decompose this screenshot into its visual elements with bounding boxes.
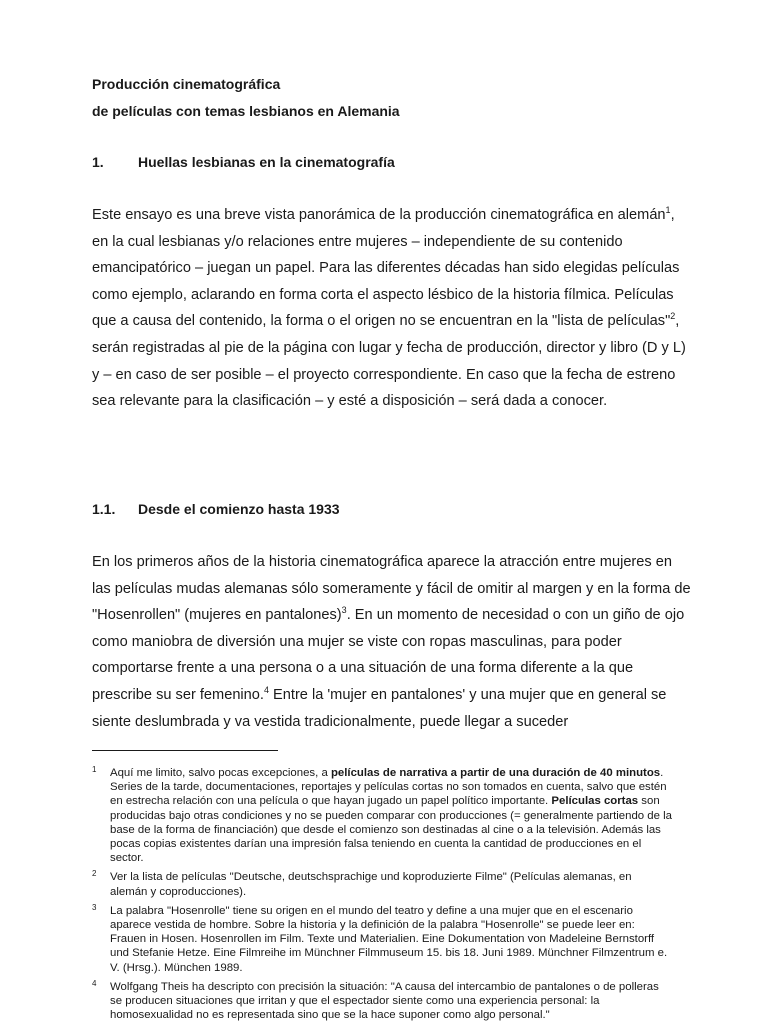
footnote-text: son producidas bajo otras condiciones y no se pueden comparar con producciones (= generalmente partiendo de la base de la forma de financiación) que desde el comienzo son destinadas al cine o a la televisión. Además las pocas copias existentes darían una impresión falsa teniendo en cuenta la cantidad de producciones en el sector. xyxy=(110,795,672,865)
section-number: 1.1. xyxy=(92,501,116,517)
footnote-ref-4[interactable]: 4 xyxy=(263,685,269,696)
footnote-ref-2[interactable]: 2 xyxy=(670,311,676,322)
paragraph-2 xyxy=(92,549,692,735)
section-number: 1. xyxy=(92,154,104,170)
title-line-2: de películas con temas lesbianos en Alemania xyxy=(92,103,400,119)
footnote-text: Aquí me limito, salvo pocas excepciones, a xyxy=(110,767,331,779)
footnote-mark: 1 xyxy=(92,765,97,774)
footnote-mark: 4 xyxy=(92,978,97,988)
paragraph-1 xyxy=(92,202,692,415)
paragraph-text: , serán registradas al pie de la página con lugar y fecha de producción, director y libro (D y L) y – en caso de ser posible – el proyecto correspondiente. En caso que la fecha de estreno sea relevante para la clasificación – y esté a disposición – será dada a conocer. xyxy=(92,313,686,410)
section-title: Desde el comienzo hasta 1933 xyxy=(138,501,340,517)
footnote-2 xyxy=(92,870,672,898)
footnote-ref-1[interactable]: 1 xyxy=(665,205,671,216)
paragraph-text: Este ensayo es una breve vista panorámica de la producción cinematográfica en alemán xyxy=(92,207,666,223)
paragraph-text: Entre la 'mujer en pantalones' y una mujer que en general se siente deslumbrada y va vestida tradicionalmente, puede llegar a suceder xyxy=(92,686,667,730)
footnote-1 xyxy=(92,766,672,865)
paragraph-text: , en la cual lesbianas y/o relaciones entre mujeres – independiente de su contenido emancipatórico – juegan un papel. Para las diferentes décadas han sido elegidas películas como ejemplo, aclarando en forma corta el aspecto lésbico de la historia fílmica. Películas que a causa del contenido, la forma o el origen no se encuentran en la "lista de películas" xyxy=(92,207,680,330)
paragraph-text: En los primeros años de la historia cinematográfica aparece la atracción entre mujeres en las películas mudas alemanas sólo someramente y fácil de omitir al margen y en la forma de "Hosenrollen" (mujeres en pantalones) xyxy=(92,554,691,624)
footnote-text: La palabra "Hosenrolle" tiene su origen en el mundo del teatro y define a una mujer que en el escenario aparece vestida de hombre. Sobre la historia y la definición de la palabra "Hosenrolle" se puede leer en: Frauen in Hosen. Hosenrollen im Film. Texte und Materialien. Eine Dokumentation von Madeleine Bernstorff und Stefanie Hetze. Eine Filmreihe im Münchner Filmmuseum 15. bis 18. Juni 1989. Münchner Filmzentrum e. V. (Hrsg.). München 1989. xyxy=(110,904,668,974)
footnotes xyxy=(92,766,672,1027)
footnote-text: . Series de la tarde, documentaciones, reportajes y películas cortas no son tomados en cuenta, salvo que estén en estrecha relación con una película o que hayan jugado un papel político importante. xyxy=(110,767,667,808)
footnote-text: Wolfgang Theis ha descripto con precisión la situación: "A causa del intercambio de pantalones o de polleras se producen situaciones que irritan y que el espectador siente como una experiencia personal: la homosexualidad no es representada sino que se la hace suponer como algo personal." xyxy=(110,980,659,1022)
document-title xyxy=(92,71,400,125)
footnote-4 xyxy=(92,980,672,1023)
footnote-mark: 2 xyxy=(92,869,97,879)
section-title: Huellas lesbianas en la cinematografía xyxy=(138,154,395,170)
footnote-3 xyxy=(92,904,672,975)
footnote-mark: 3 xyxy=(92,902,97,912)
title-line-1: Producción cinematográfica xyxy=(92,76,281,92)
footnote-separator xyxy=(92,750,278,751)
section-1-1-heading xyxy=(92,499,340,519)
footnote-emphasis: películas de narrativa a partir de una duración de 40 minutos xyxy=(330,767,661,779)
section-1-heading xyxy=(92,152,395,172)
footnote-emphasis: Películas cortas xyxy=(551,795,639,808)
footnote-text: Ver la lista de películas "Deutsche, deutschsprachige und koproduzierte Filme" (Películas alemanas, en alemán y coproducciones). xyxy=(110,871,632,898)
footnote-ref-3[interactable]: 3 xyxy=(341,605,347,616)
paragraph-text: . En un momento de necesidad o con un giño de ojo como maniobra de diversión una mujer se viste con ropas masculinas, para poder comportarse frente a una persona o a una situación de una forma diferente a la que prescribe su ser femenino. xyxy=(92,607,685,703)
